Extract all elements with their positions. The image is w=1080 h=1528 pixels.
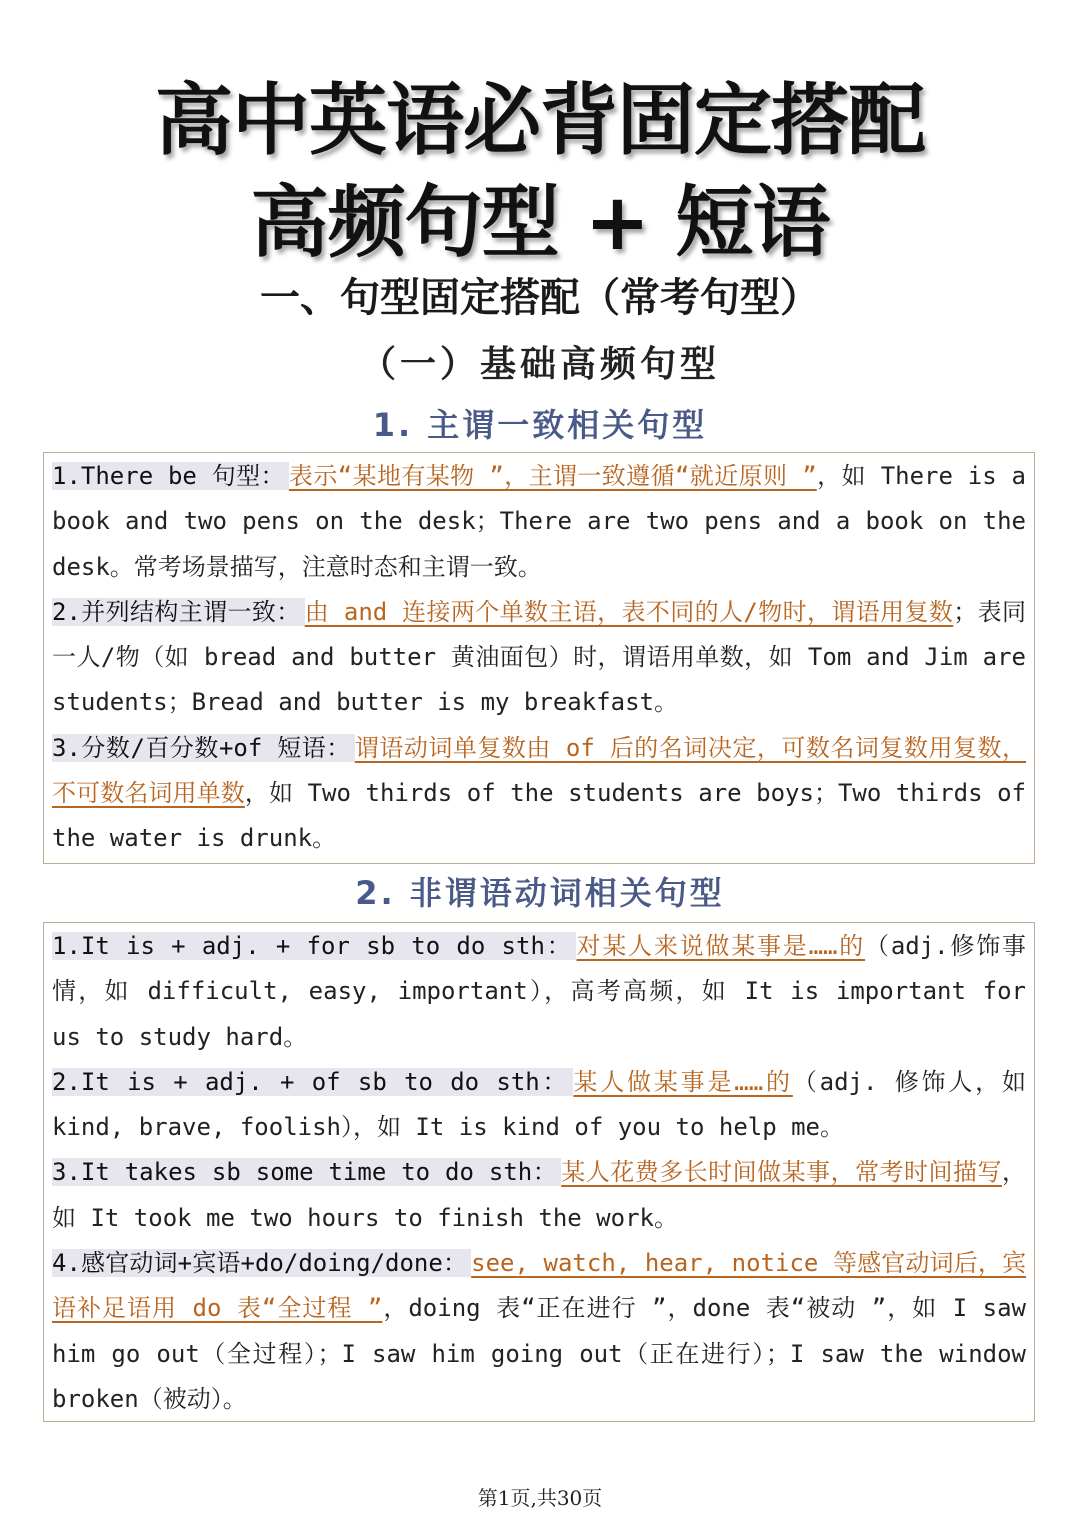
- main-title-line2: 高频句型 + 短语: [250, 178, 830, 268]
- section2-item-3: [52, 1150, 1026, 1241]
- item-text: （adj. 修饰人，如 kind, brave, foolish），如 It is kind of you to help me。: [52, 1067, 1027, 1142]
- item-highlight: 表示“某地有某物 ”，主谓一致遵循“就近原则 ”: [288, 462, 817, 490]
- item-text: ，如 There is a book and two pens on the desk；There are two pens and a book on the desk。常考场景描写，注意时态和主谓一致。: [52, 462, 1026, 581]
- chapter-heading: 一、句型固定搭配（常考句型）: [260, 274, 820, 321]
- section2-item-1: [52, 924, 1026, 1060]
- sub-heading: （一）基础高频句型: [359, 343, 720, 385]
- section2-title: 2. 非谓语动词相关句型: [355, 874, 725, 912]
- section2-item-4: [52, 1241, 1026, 1422]
- section1-item-1: [52, 454, 1026, 590]
- item-label: 1.There be 句型：: [52, 462, 289, 490]
- section1-item-3: [52, 726, 1026, 862]
- item-label: 4.感官动词+宾语+do/doing/done：: [52, 1249, 471, 1277]
- section2-box: [43, 922, 1035, 1422]
- item-label: 2.It is + adj. + of sb to do sth：: [52, 1068, 573, 1096]
- section1-box: [43, 452, 1035, 864]
- item-text: ，如 Two thirds of the students are boys；Two thirds of the water is drunk。: [52, 779, 1027, 853]
- item-label: 3.分数/百分数+of 短语：: [52, 734, 355, 762]
- item-label: 3.It takes sb some time to do sth：: [52, 1158, 561, 1186]
- section2-item-2: [52, 1060, 1026, 1151]
- item-highlight: 对某人来说做某事是……的: [576, 932, 866, 960]
- item-highlight: 由 and 连接两个单数主语，表不同的人/物时，谓语用复数: [304, 597, 954, 626]
- item-label: 1.It is + adj. + for sb to do sth：: [52, 932, 576, 960]
- item-highlight: see, watch, hear, notice 等感官动词后，宾语补足语用 do 表“全过程 ”: [52, 1249, 1026, 1323]
- section1-title: 1. 主谓一致相关句型: [372, 406, 708, 444]
- item-text: ，doing 表“正在进行 ”，done 表“被动 ”，如 I saw him go out（全过程）；I saw him going out（正在进行）；I saw the window broken（被动）。: [52, 1294, 1026, 1413]
- item-label: 2.并列结构主谓一致：: [52, 598, 305, 626]
- item-text: ，如 It took me two hours to finish the work。: [52, 1158, 1026, 1232]
- item-text: （adj.修饰事情，如 difficult, easy, important），高考高频，如 It is important for us to study hard。: [52, 932, 1026, 1051]
- main-title-line1: 高中英语必背固定搭配: [154, 76, 925, 166]
- page-footer: 第1页,共30页: [477, 1486, 603, 1510]
- item-text: ；表同一人/物（如 bread and butter 黄油面包）时，谓语用单数，如 Tom and Jim are students；Bread and butter is my breakfast。: [52, 597, 1026, 717]
- section1-item-2: [52, 590, 1026, 726]
- item-highlight: 谓语动词单复数由 of 后的名词决定，可数名词复数用复数，不可数名词用单数: [52, 733, 1026, 808]
- item-highlight: 某人花费多长时间做某事，常考时间描写: [561, 1158, 1002, 1187]
- item-highlight: 某人做某事是……的: [573, 1067, 793, 1096]
